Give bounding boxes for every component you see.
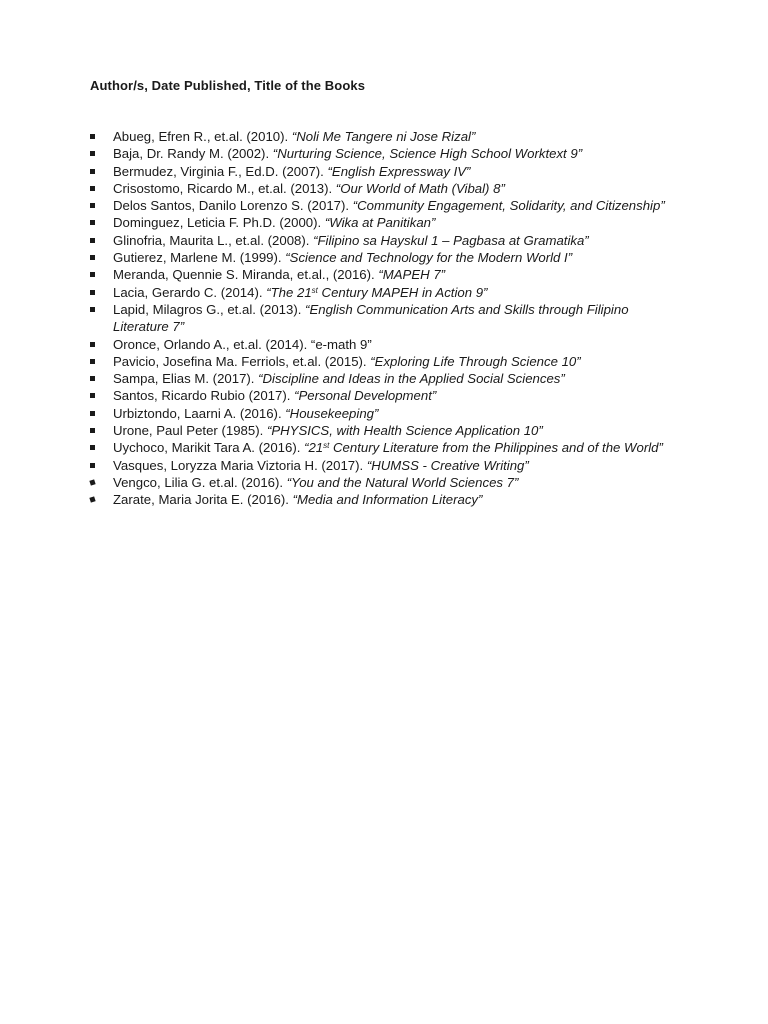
- reference-item: [90, 128, 682, 145]
- square-bullet-icon: [90, 134, 95, 139]
- reference-author-date: Abueg, Efren R., et.al. (2010).: [113, 129, 292, 144]
- reference-item: [90, 249, 682, 266]
- square-bullet-icon: [90, 151, 95, 156]
- square-bullet-icon: [90, 411, 95, 416]
- square-bullet-icon: [90, 359, 95, 364]
- reference-title: “Nurturing Science, Science High School Worktext 9”: [272, 146, 583, 162]
- square-bullet-icon: [90, 393, 95, 398]
- reference-item: [90, 387, 682, 404]
- reference-author-date: Sampa, Elias M. (2017).: [113, 371, 259, 387]
- reference-title: “Science and Technology for the Modern World I”: [285, 250, 573, 266]
- square-bullet-icon: [90, 203, 95, 208]
- reference-title: “Exploring Life Through Science 10”: [370, 353, 581, 369]
- reference-title: “Personal Development”: [294, 388, 437, 404]
- reference-item: [90, 145, 682, 162]
- reference-title: “Discipline and Ideas in the Applied Social Sciences”: [258, 371, 565, 387]
- reference-item: [90, 301, 682, 336]
- reference-item: [90, 491, 682, 508]
- reference-item: [90, 163, 682, 180]
- reference-title-end: Century Literature from the Philippines and of the World”: [329, 440, 663, 456]
- square-bullet-icon: [90, 238, 95, 243]
- reference-author-date: Urone, Paul Peter (1985).: [113, 423, 267, 439]
- reference-author-date: Bermudez, Virginia F., Ed.D. (2007).: [113, 163, 328, 179]
- ordinal-suffix: st: [323, 441, 330, 451]
- reference-author-date: Meranda, Quennie S. Miranda, et.al., (2016).: [113, 267, 379, 283]
- reference-author-date: Santos, Ricardo Rubio (2017).: [113, 388, 295, 404]
- square-bullet-icon: [90, 169, 95, 174]
- square-bullet-icon: [89, 479, 95, 485]
- reference-item: [90, 214, 682, 231]
- reference-author-date: Gutierez, Marlene M. (1999).: [113, 250, 286, 266]
- reference-title: “Housekeeping”: [285, 405, 379, 421]
- reference-title-end: Century MAPEH in Action 9”: [317, 284, 488, 300]
- reference-author-date: Uychoco, Marikit Tara A. (2016).: [113, 440, 305, 456]
- square-bullet-icon: [90, 428, 95, 433]
- reference-item: [90, 232, 682, 249]
- reference-author-date: Lacia, Gerardo C. (2014).: [113, 284, 267, 300]
- reference-title: [304, 440, 663, 455]
- reference-item: [90, 474, 682, 491]
- square-bullet-icon: [89, 497, 95, 503]
- ordinal-suffix: st: [311, 285, 318, 295]
- square-bullet-icon: [90, 220, 95, 225]
- reference-item: [90, 197, 682, 214]
- square-bullet-icon: [90, 463, 95, 468]
- reference-author-date: Zarate, Maria Jorita E. (2016).: [113, 492, 293, 508]
- reference-author-date: Glinofria, Maurita L., et.al. (2008).: [113, 232, 314, 248]
- reference-author-date: Dominguez, Leticia F. Ph.D. (2000).: [113, 215, 325, 231]
- square-bullet-icon: [90, 186, 95, 191]
- square-bullet-icon: [90, 307, 95, 312]
- reference-author-date: Vasques, Loryzza Maria Viztoria H. (2017).: [113, 457, 367, 473]
- square-bullet-icon: [90, 255, 95, 260]
- reference-author-date: Pavicio, Josefina Ma. Ferriols, et.al. (2015).: [113, 353, 371, 369]
- reference-item: [90, 457, 682, 474]
- reference-item: [90, 266, 682, 283]
- reference-author-date: Crisostomo, Ricardo M., et.al. (2013).: [113, 180, 336, 196]
- reference-title: “PHYSICS, with Health Science Application 10”: [266, 423, 543, 439]
- reference-author-date: Delos Santos, Danilo Lorenzo S. (2017).: [113, 198, 353, 214]
- square-bullet-icon: [90, 376, 95, 381]
- reference-item: [90, 336, 682, 353]
- reference-title: “Community Engagement, Solidarity, and Citizenship”: [352, 198, 665, 214]
- reference-title: “Noli Me Tangere ni Jose Rizal”: [291, 129, 476, 144]
- reference-item: [90, 284, 682, 301]
- reference-author-date: Vengco, Lilia G. et.al. (2016).: [113, 474, 287, 490]
- square-bullet-icon: [90, 342, 95, 347]
- reference-author-date: Lapid, Milagros G., et.al. (2013).: [113, 301, 306, 317]
- reference-title: “Media and Information Literacy”: [292, 492, 483, 508]
- reference-title: “MAPEH 7”: [378, 267, 446, 283]
- square-bullet-icon: [90, 272, 95, 277]
- document-heading: Author/s, Date Published, Title of the Books: [90, 78, 366, 93]
- reference-title: “Wika at Panitikan”: [324, 215, 436, 231]
- reference-title: “HUMSS - Creative Writing”: [366, 457, 529, 473]
- reference-item: [90, 422, 682, 439]
- reference-title: “You and the Natural World Sciences 7”: [286, 474, 519, 490]
- square-bullet-icon: [90, 445, 95, 450]
- reference-item: [90, 353, 682, 370]
- reference-title-start: “The 21: [266, 284, 312, 300]
- reference-title: “e-math 9”: [310, 336, 372, 352]
- reference-item: [90, 370, 682, 387]
- reference-title: “English Communication Arts and Skills through Filipino Literature 7”: [113, 301, 629, 335]
- reference-title: “Filipino sa Hayskul 1 – Pagbasa at Gramatika”: [313, 232, 589, 248]
- reference-author-date: Baja, Dr. Randy M. (2002).: [113, 146, 273, 162]
- reference-author-date: Urbiztondo, Laarni A. (2016).: [113, 405, 286, 421]
- reference-title: “English Expressway IV”: [327, 163, 471, 179]
- reference-title: “Our World of Math (Vibal) 8”: [335, 180, 505, 196]
- reference-title: [266, 285, 487, 300]
- reference-item: [90, 405, 682, 422]
- reference-list: [90, 128, 682, 509]
- reference-item: [90, 180, 682, 197]
- reference-item: [90, 439, 682, 456]
- reference-title-start: “21: [304, 440, 324, 456]
- square-bullet-icon: [90, 290, 95, 295]
- reference-author-date: Oronce, Orlando A., et.al. (2014).: [113, 336, 311, 352]
